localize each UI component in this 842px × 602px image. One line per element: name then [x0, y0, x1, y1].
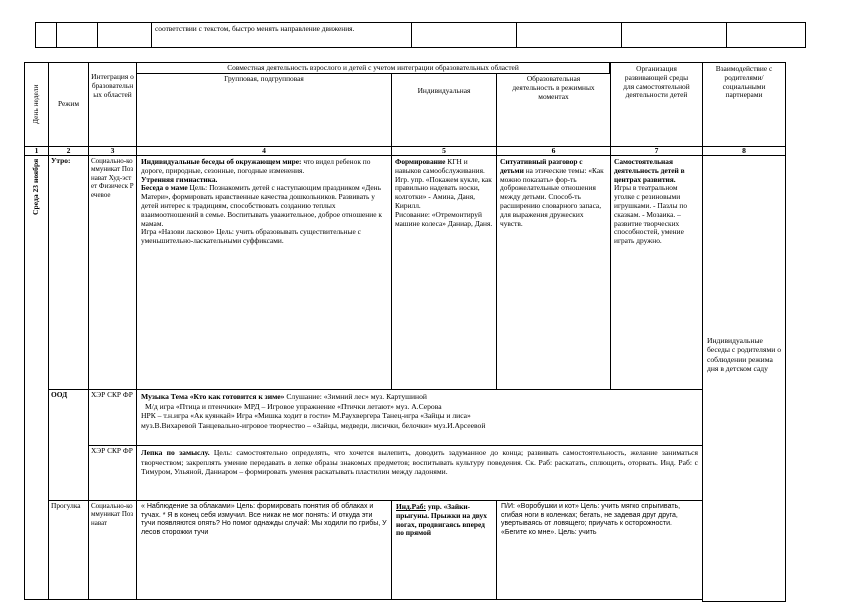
top-cell-7: [621, 22, 727, 48]
walk-individual-work: Инд.Раб: упр. «Зайки-прыгуны. Прыжки на двух ногах, продвигаясь вперед по прямой: [391, 500, 497, 600]
morning-group-activities: Индивидуальные беседы об окружающем мире: что видел ребенок по дороге, природные, сезонные, погодные изменения. Утренняя гимнастика. Беседа о маме Цель: Познакомить детей с наступающим праздником «День Матери», формировать нравственные качества дошкольников. Развивать у детей интерес к традициям, способствовать созданию теплых взаимоотношений в семье. Воспитывать уважительное, доброе отношение к мамам. Игра «Назови ласково» Цель: учить образовывать существительные с уменьшительно-ласкательными суффиксами.: [136, 155, 392, 390]
col-number-3: 3: [88, 146, 137, 156]
top-cell-2: [56, 22, 98, 48]
top-cell-8: [726, 22, 806, 48]
header-joint: Совместная деятельность взрослого и детей с учетом интеграции образовательных областей: [136, 62, 610, 74]
header-group: Групповая, подгрупповая: [136, 73, 392, 147]
header-moments: Образовательная деятельность в режимных моментах: [496, 73, 611, 147]
header-day: День недели: [24, 62, 49, 147]
ood-mode: ООД: [48, 389, 89, 501]
col-number-2: 2: [48, 146, 89, 156]
header-env: Организация развивающей среды для самостоятельной деятельности детей: [610, 62, 703, 147]
header-parents: Взаимодействие с родителями/ социальными партнерами: [702, 62, 786, 147]
col-number-1: 1: [24, 146, 49, 156]
walk-observation: « Наблюдение за облаками» Цель: формировать понятия об облаках и тучах. * Я в конец себя измучил. Все никак не мог понять: И откуда эти тучи появляются опять? Но помог однажды случай: Мы ходили по грибы, У лесов сторожки тучи: [136, 500, 392, 600]
ood-music-lesson: Музыка Тема «Кто как готовится к зиме» Слушание: «Зимний лес» муз. Картушиной М/д игра «Птица и птенчики» МРД – Игровое упражнение «Птички летают» муз. А.Серова НРК – т.н.игра «Ак куянкай» Игра «Мишка ходит в гости» М.Раухвергера Танец-игра «Зайцы и лиса» муз.В.Вихаревой Танцевально-игровое творчество – «Зайцы, медведи, лисички, белочки» муз.И.Арсеевой: [136, 389, 703, 446]
ood-modelling-lesson: Лепка по замыслу. Цель: самостоятельно определять, что хочется вылепить, доводить задуманное до конца; развивать самостоятельность, желание заниматься творчеством; закреплять умение передавать в лепке образы знакомых предметов; воспитывать культуру поведения. Ск. Раб: раскатать, сплющить, оторвать. Инд. Раб: с Тимуром, Ульяной, Даниаром – формировать умения раскатывать пластилин между ладонями.: [136, 445, 703, 501]
top-cell-5: [411, 22, 517, 48]
top-cell-1: [35, 22, 57, 48]
col-number-4: 4: [136, 146, 392, 156]
parents-interaction: Индивидуальные беседы с родителями о соблюдении режима дня в детском саду: [702, 155, 786, 602]
ood-integration-modelling: ХЭР СКР ФР: [88, 445, 137, 501]
morning-routine-moments: Ситуативный разговор с детьми на этические темы: «Как можно показать» фор-ть доброжелательные отношения между детьми. Способ-ть расширению словарного запаса, для выражения дружеских чувств.: [496, 155, 611, 390]
header-mode: Режим: [48, 62, 89, 147]
header-individual: Индивидуальная: [391, 73, 497, 147]
walk-outdoor-games: П/И: «Воробушки и кот» Цель: учить мягко спрыгивать, сгибая ноги в коленках; бегать, не задевая друг друга, увертываясь от ловящего; приучать к осторожности. «Бегите ко мне». Цель: учить: [496, 500, 703, 600]
col-number-7: 7: [610, 146, 703, 156]
col-number-8: 8: [702, 146, 786, 156]
top-text: соответствии с текстом, быстро менять направление движения.: [155, 24, 355, 33]
morning-integration: Социально-коммуникат Познават Худ-эстет Физическ Речевое: [88, 155, 137, 390]
top-cell-text: [151, 22, 412, 48]
walk-mode: Прогулка: [48, 500, 89, 600]
day-label: Среда 23 ноября: [24, 155, 49, 600]
top-cell-6: [516, 22, 622, 48]
col-number-5: 5: [391, 146, 497, 156]
ood-integration-music: ХЭР СКР ФР: [88, 389, 137, 446]
walk-integration: Социально-коммуникат Познават: [88, 500, 137, 600]
header-integration: Интеграция образовательных областей: [88, 62, 137, 147]
morning-environment: Самостоятельная деятельность детей в центрах развития. Игры в театральном уголке с резиновыми игрушками. - Пазлы по сказкам. - Мозаика. – развитие творческих способностей, умение играть дружно.: [610, 155, 703, 390]
morning-mode: Утро:: [48, 155, 89, 390]
morning-individual-work: Формирование КГН и навыков самообслуживания. Игр. упр. «Покажем кукле, как правильно надевать носки, колготки» - Амина, Даня, Кирилл. Рисование: «Отремонтируй машине колеса» Даниар, Даня.: [391, 155, 497, 390]
col-number-6: 6: [496, 146, 611, 156]
top-cell-3: [97, 22, 152, 48]
